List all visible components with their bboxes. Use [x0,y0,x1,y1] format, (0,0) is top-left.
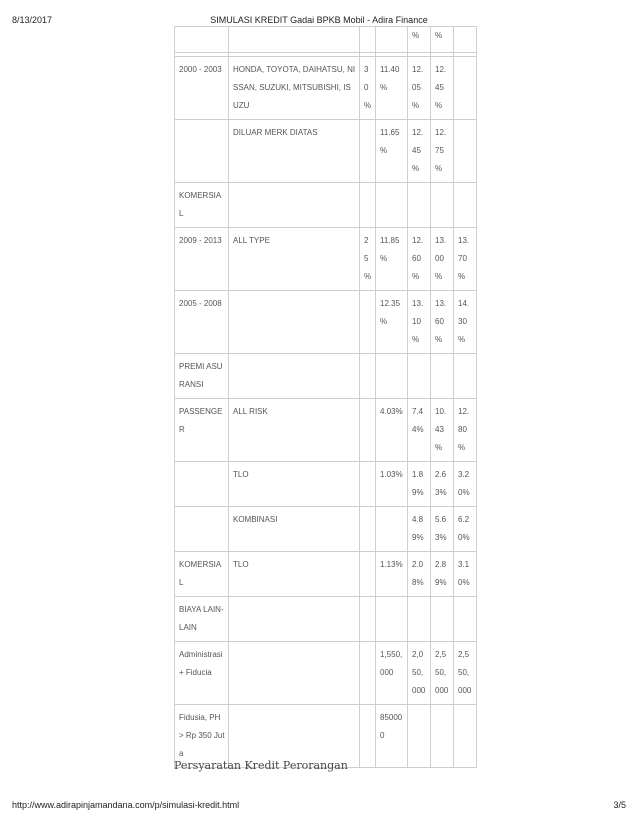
source-url-link[interactable]: http://www.adirapinjamandana.com/p/simulasi-kredit.html [12,800,240,810]
table-cell: % [431,27,454,53]
table-cell: DILUAR MERK DIATAS [229,120,360,183]
table-cell [454,183,477,228]
table-cell: Fidusia, PH > Rp 350 Juta [175,705,229,768]
table-cell: BIAYA LAIN-LAIN [175,597,229,642]
table-cell [408,597,431,642]
table-cell [376,597,408,642]
table-cell: 2009 - 2013 [175,228,229,291]
table-cell: 12.75 % [431,120,454,183]
table-row [175,597,477,642]
table-cell: 4.03% [376,399,408,462]
section-heading: Persyaratan Kredit Perorangan [174,759,348,772]
table-cell [229,27,360,53]
table-cell [360,552,376,597]
table-cell [360,27,376,53]
table-cell [229,183,360,228]
table-row [175,399,477,462]
table-cell: 7.44% [408,399,431,462]
table-cell [229,354,360,399]
table-cell [431,183,454,228]
print-date: 8/13/2017 [12,15,53,25]
table-cell: 13.70 % [454,228,477,291]
table-cell: 2.08% [408,552,431,597]
table-row [175,462,477,507]
table-cell: 2,550,000 [431,642,454,705]
table-cell: 2.89% [431,552,454,597]
table-cell [360,354,376,399]
table-cell: % [408,27,431,53]
table-cell [175,27,229,53]
table-cell: 13.60 % [431,291,454,354]
table-row [175,507,477,552]
table-cell: ALL RISK [229,399,360,462]
table-cell: Administrasi + Fiducia [175,642,229,705]
table-cell: 1.89% [408,462,431,507]
table-row [175,354,477,399]
table-cell: 3.10% [454,552,477,597]
table-cell: 850000 [376,705,408,768]
table-cell [360,120,376,183]
table-cell: 11.40 % [376,57,408,120]
table-cell: 12.80 % [454,399,477,462]
table-cell [175,462,229,507]
table-cell [175,507,229,552]
table-cell: 12.05 % [408,57,431,120]
table-cell [408,705,431,768]
table-cell [376,183,408,228]
table-cell: 1.13% [376,552,408,597]
table-cell: 30 % [360,57,376,120]
table-cell [376,354,408,399]
table-cell [175,120,229,183]
table-cell [454,597,477,642]
table-cell [431,705,454,768]
table-cell [229,291,360,354]
table-cell [360,183,376,228]
table-row [175,642,477,705]
table-cell: KOMBINASI [229,507,360,552]
table-cell [229,597,360,642]
table-cell [376,507,408,552]
table-cell [454,57,477,120]
table-cell: TLO [229,552,360,597]
table-cell: PASSENGER [175,399,229,462]
table-cell [360,705,376,768]
table-cell: 6.20% [454,507,477,552]
table-cell: KOMERSIAL [175,183,229,228]
table-cell [408,354,431,399]
table-cell: TLO [229,462,360,507]
table-cell: 2000 - 2003 [175,57,229,120]
table-row [175,552,477,597]
table-cell [408,183,431,228]
table-cell [360,597,376,642]
table-cell: ALL TYPE [229,228,360,291]
table-row [175,228,477,291]
table-cell [360,462,376,507]
table-cell: 2,550,000 [454,642,477,705]
table-cell: 4.89% [408,507,431,552]
table-cell: 13.00 % [431,228,454,291]
table-row [175,120,477,183]
table-row-continued [175,27,477,53]
table-cell: 1.03% [376,462,408,507]
table-cell: HONDA, TOYOTA, DAIHATSU, NISSAN, SUZUKI, MITSUBISHI, ISUZU [229,57,360,120]
table-cell: 12.45 % [431,57,454,120]
table-cell [376,27,408,53]
table-cell [454,27,477,53]
page-number: 3/5 [613,800,626,810]
table-cell [454,120,477,183]
table-row [175,183,477,228]
table-cell [454,705,477,768]
table-cell [431,354,454,399]
table-cell: 10.43 % [431,399,454,462]
table-cell: 5.63% [431,507,454,552]
table-cell: 2005 - 2008 [175,291,229,354]
table-cell: 11.65 % [376,120,408,183]
table-cell: 12.35 % [376,291,408,354]
table-row [175,291,477,354]
table-cell [454,354,477,399]
page-title: SIMULASI KREDIT Gadai BPKB Mobil - Adira Finance [210,15,428,25]
table-cell: 12.60 % [408,228,431,291]
table-cell: 14.30 % [454,291,477,354]
table-cell [360,399,376,462]
table-row [175,57,477,120]
table-cell: 25 % [360,228,376,291]
table-cell [360,507,376,552]
table-cell: 2.63% [431,462,454,507]
table-cell: 11.85 % [376,228,408,291]
table-cell: 3.20% [454,462,477,507]
table-cell [431,597,454,642]
table-cell: 13.10 % [408,291,431,354]
table-cell: 12.45 % [408,120,431,183]
table-cell [360,642,376,705]
table-cell [360,291,376,354]
table-cell: KOMERSIAL [175,552,229,597]
table-cell: 1,550,000 [376,642,408,705]
table-cell: PREMI ASURANSI [175,354,229,399]
table-cell [229,642,360,705]
table-cell: 2,050,000 [408,642,431,705]
credit-rates-table [174,26,477,768]
